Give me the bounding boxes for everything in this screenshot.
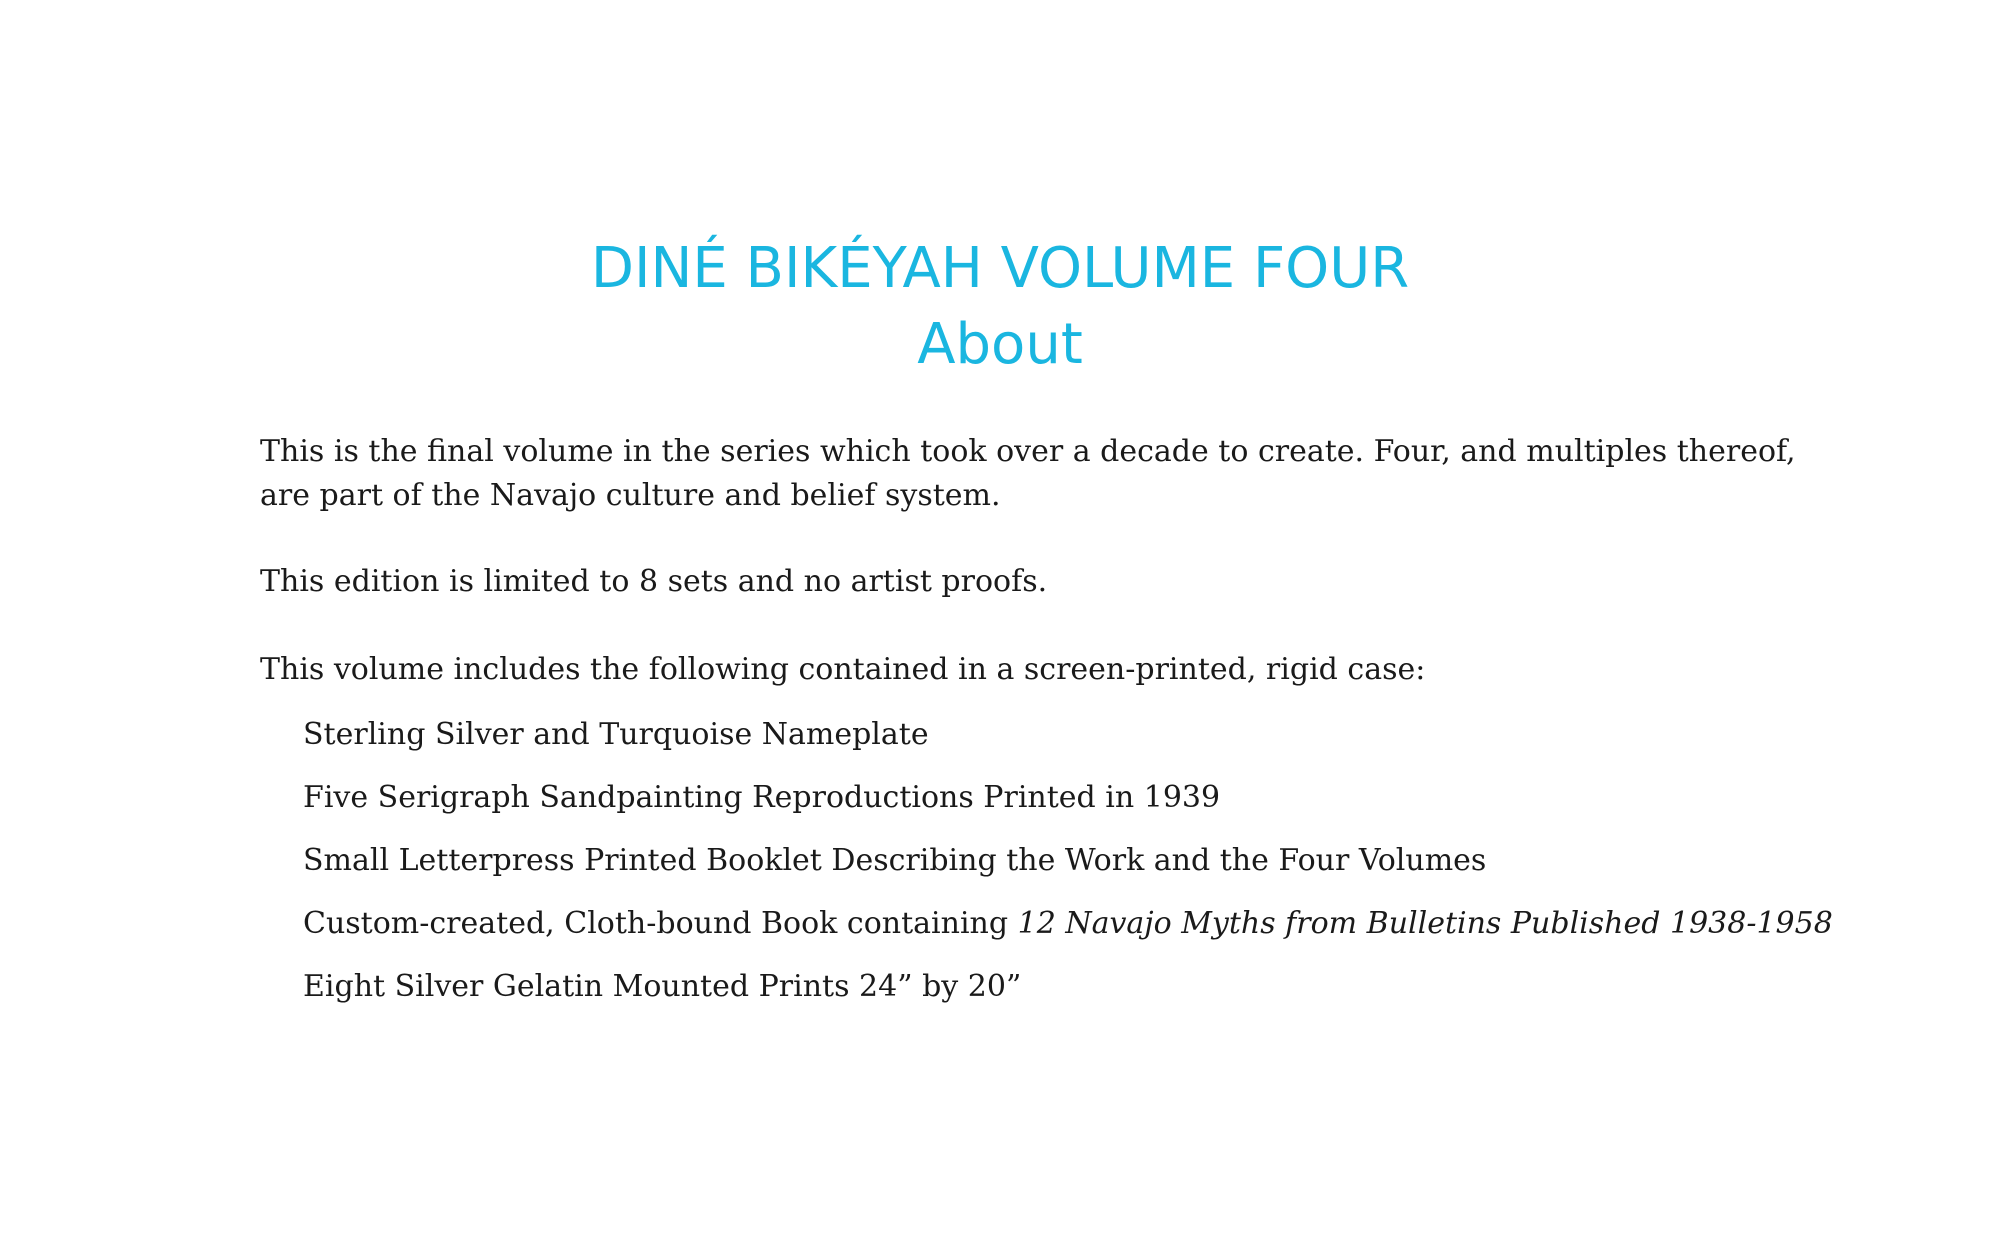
list-item xyxy=(303,839,1843,902)
list-item-text: Sterling Silver and Turquoise Nameplate xyxy=(303,717,929,752)
list-item xyxy=(303,965,1843,1028)
list-item-text: Small Letterpress Printed Booklet Describing the Work and the Four Volumes xyxy=(303,843,1487,878)
intro-paragraph: This is the final volume in the series which took over a decade to create. Four, and multiples thereof, are part of the Navajo culture and belief system. xyxy=(260,434,1796,513)
edition-paragraph: This edition is limited to 8 sets and no artist proofs. xyxy=(260,564,1048,599)
list-item-text: Five Serigraph Sandpainting Reproductions Printed in 1939 xyxy=(303,780,1221,815)
page-title: DINÉ BIKÉYAH VOLUME FOUR xyxy=(590,236,1410,301)
list-item xyxy=(303,776,1843,839)
contents-paragraph: This volume includes the following contained in a screen-printed, rigid case: xyxy=(260,652,1426,687)
list-item xyxy=(303,902,1843,965)
page-subtitle: About xyxy=(917,312,1083,377)
book-title-italic: 12 Navajo Myths from Bulletins Published 1938-1958 xyxy=(1017,906,1833,941)
list-item xyxy=(303,713,1843,776)
list-item-text: Custom-created, Cloth-bound Book containing xyxy=(303,906,1018,941)
list-item-text: Eight Silver Gelatin Mounted Prints 24” by 20” xyxy=(303,969,1022,1004)
contents-list xyxy=(303,713,1843,1028)
